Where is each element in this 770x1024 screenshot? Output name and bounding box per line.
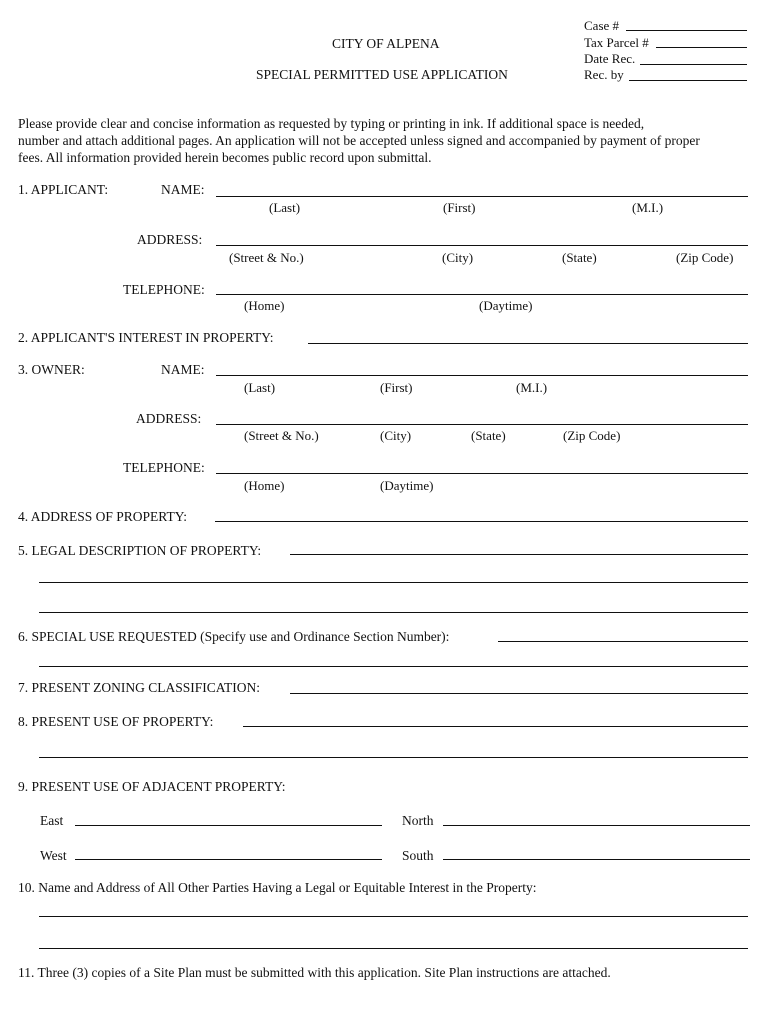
applicant-name-field[interactable] bbox=[216, 196, 748, 197]
case-field[interactable] bbox=[626, 30, 747, 31]
instructions-line-2: number and attach additional pages. An application will not be accepted unless signed and accompanied by payment of proper bbox=[18, 133, 700, 148]
special-use-label: 6. SPECIAL USE REQUESTED (Specify use and Ordinance Section Number): bbox=[18, 629, 450, 644]
other-parties-label: 10. Name and Address of All Other Parties Having a Legal or Equitable Interest in the Property: bbox=[18, 880, 537, 895]
applicant-interest-label: 2. APPLICANT'S INTEREST IN PROPERTY: bbox=[18, 330, 274, 345]
adjacent-use-label: 9. PRESENT USE OF ADJACENT PROPERTY: bbox=[18, 779, 286, 794]
owner-state-caption: (State) bbox=[471, 428, 506, 443]
rec-by-label: Rec. by bbox=[584, 67, 624, 82]
special-use-field-1[interactable] bbox=[498, 641, 748, 642]
special-use-field-2[interactable] bbox=[39, 666, 748, 667]
north-field[interactable] bbox=[443, 825, 750, 826]
applicant-home-caption: (Home) bbox=[244, 298, 285, 313]
form-title: SPECIAL PERMITTED USE APPLICATION bbox=[256, 67, 508, 82]
owner-zip-caption: (Zip Code) bbox=[563, 428, 621, 443]
owner-street-caption: (Street & No.) bbox=[244, 428, 319, 443]
legal-description-label: 5. LEGAL DESCRIPTION OF PROPERTY: bbox=[18, 543, 262, 558]
applicant-last-caption: (Last) bbox=[269, 200, 301, 215]
owner-label: 3. OWNER: bbox=[18, 362, 85, 377]
case-label: Case # bbox=[584, 18, 620, 33]
owner-telephone-label: TELEPHONE: bbox=[123, 460, 205, 475]
south-field[interactable] bbox=[443, 859, 750, 860]
applicant-interest-field[interactable] bbox=[308, 343, 748, 344]
city-name: CITY OF ALPENA bbox=[332, 36, 440, 51]
applicant-daytime-caption: (Daytime) bbox=[479, 298, 533, 313]
west-label: West bbox=[40, 848, 67, 863]
west-field[interactable] bbox=[75, 859, 382, 860]
property-address-label: 4. ADDRESS OF PROPERTY: bbox=[18, 509, 187, 524]
date-rec-label: Date Rec. bbox=[584, 51, 636, 66]
owner-telephone-field[interactable] bbox=[216, 473, 748, 474]
owner-last-caption: (Last) bbox=[244, 380, 276, 395]
site-plan-note: 11. Three (3) copies of a Site Plan must be submitted with this application. Site Plan instructions are attached. bbox=[18, 965, 611, 980]
applicant-state-caption: (State) bbox=[562, 250, 597, 265]
legal-description-field-3[interactable] bbox=[39, 612, 748, 613]
rec-by-field[interactable] bbox=[629, 80, 747, 81]
owner-city-caption: (City) bbox=[380, 428, 412, 443]
owner-home-caption: (Home) bbox=[244, 478, 285, 493]
legal-description-field-1[interactable] bbox=[290, 554, 748, 555]
present-use-field-2[interactable] bbox=[39, 757, 748, 758]
south-label: South bbox=[402, 848, 434, 863]
applicant-mi-caption: (M.I.) bbox=[632, 200, 664, 215]
applicant-label: 1. APPLICANT: bbox=[18, 182, 109, 197]
owner-name-label: NAME: bbox=[161, 362, 205, 377]
zoning-classification-field[interactable] bbox=[290, 693, 748, 694]
tax-parcel-label: Tax Parcel # bbox=[584, 35, 649, 50]
north-label: North bbox=[402, 813, 434, 828]
legal-description-field-2[interactable] bbox=[39, 582, 748, 583]
applicant-city-caption: (City) bbox=[442, 250, 474, 265]
owner-address-label: ADDRESS: bbox=[136, 411, 202, 426]
applicant-address-label: ADDRESS: bbox=[137, 232, 203, 247]
date-rec-field[interactable] bbox=[640, 64, 747, 65]
east-label: East bbox=[40, 813, 64, 828]
applicant-address-field[interactable] bbox=[216, 245, 748, 246]
other-parties-field-2[interactable] bbox=[39, 948, 748, 949]
tax-parcel-field[interactable] bbox=[656, 47, 747, 48]
present-use-label: 8. PRESENT USE OF PROPERTY: bbox=[18, 714, 214, 729]
owner-daytime-caption: (Daytime) bbox=[380, 478, 434, 493]
present-use-field-1[interactable] bbox=[243, 726, 748, 727]
applicant-name-label: NAME: bbox=[161, 182, 205, 197]
other-parties-field-1[interactable] bbox=[39, 916, 748, 917]
applicant-telephone-label: TELEPHONE: bbox=[123, 282, 205, 297]
applicant-telephone-field[interactable] bbox=[216, 294, 748, 295]
owner-name-field[interactable] bbox=[216, 375, 748, 376]
east-field[interactable] bbox=[75, 825, 382, 826]
owner-mi-caption: (M.I.) bbox=[516, 380, 548, 395]
owner-first-caption: (First) bbox=[380, 380, 413, 395]
instructions-line-1: Please provide clear and concise information as requested by typing or printing in ink. If additional space is needed, bbox=[18, 116, 645, 131]
zoning-classification-label: 7. PRESENT ZONING CLASSIFICATION: bbox=[18, 680, 261, 695]
owner-address-field[interactable] bbox=[216, 424, 748, 425]
property-address-field[interactable] bbox=[215, 521, 748, 522]
applicant-street-caption: (Street & No.) bbox=[229, 250, 304, 265]
instructions bbox=[18, 115, 753, 166]
applicant-zip-caption: (Zip Code) bbox=[676, 250, 734, 265]
applicant-first-caption: (First) bbox=[443, 200, 476, 215]
instructions-line-3: fees. All information provided herein becomes public record upon submittal. bbox=[18, 150, 432, 165]
